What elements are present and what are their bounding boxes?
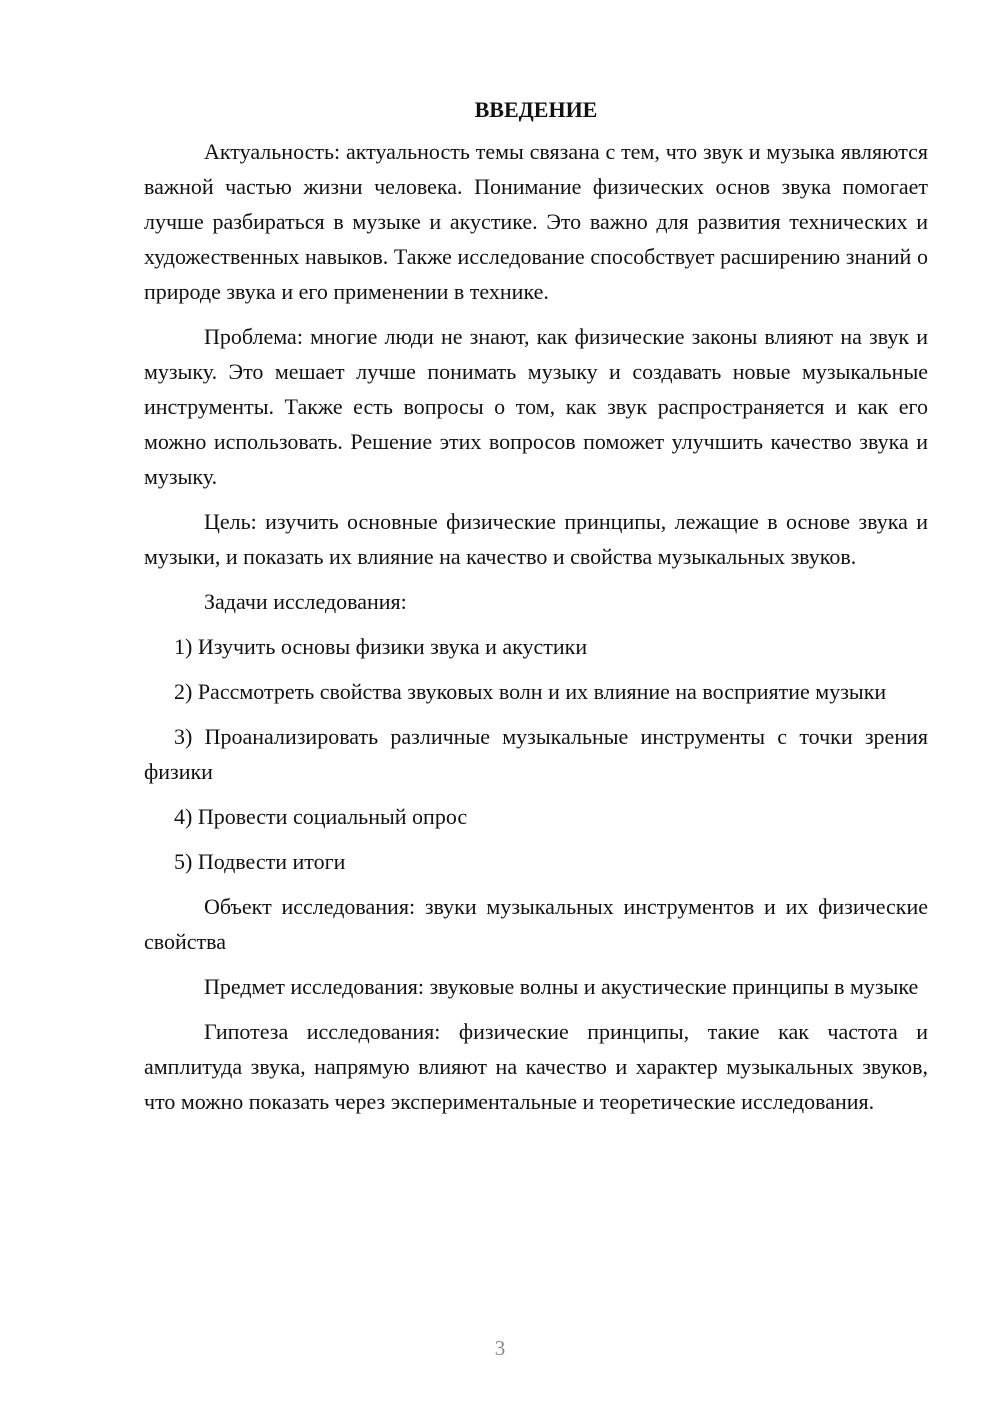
problem-paragraph: Проблема: многие люди не знают, как физические законы влияют на звук и музыку. Это мешает лучше понимать музыку и создавать новые музыкальные инструменты. Также есть вопросы о том, как звук распространяется и как его можно использовать. Решение этих вопросов поможет улучшить качество звука и музыку. bbox=[144, 324, 928, 489]
task-item-1: 1) Изучить основы физики звука и акустики bbox=[174, 634, 588, 659]
relevance-paragraph: Актуальность: актуальность темы связана с тем, что звук и музыка являются важной частью жизни человека. Понимание физических основ звука помогает лучше разбираться в музыке и акустике. Это важно для развития технических и художественных навыков. Также исследование способствует расширению знаний о природе звука и его применении в технике. bbox=[144, 139, 928, 304]
task-item-4: 4) Провести социальный опрос bbox=[174, 804, 468, 829]
task-item-2: 2) Рассмотреть свойства звуковых волн и их влияние на восприятие музыки bbox=[174, 679, 887, 704]
hypothesis-paragraph: Гипотеза исследования: физические принципы, такие как частота и амплитуда звука, напрямую влияют на качество и характер музыкальных звуков, что можно показать через экспериментальные и теоретические исследования. bbox=[144, 1019, 928, 1114]
subject-paragraph: Предмет исследования: звуковые волны и акустические принципы в музыке bbox=[204, 974, 919, 999]
object-paragraph: Объект исследования: звуки музыкальных инструментов и их физические свойства bbox=[144, 894, 928, 954]
page-number: 3 bbox=[494, 1336, 506, 1360]
task-item-3: 3) Проанализировать различные музыкальные инструменты с точки зрения физики bbox=[144, 724, 928, 784]
document-page bbox=[144, 94, 928, 1129]
task-item-5: 5) Подвести итоги bbox=[174, 849, 346, 874]
goal-paragraph: Цель: изучить основные физические принципы, лежащие в основе звука и музыки, и показать их влияние на качество и свойства музыкальных звуков. bbox=[144, 509, 928, 569]
tasks-heading: Задачи исследования: bbox=[204, 589, 407, 614]
page-title: ВВЕДЕНИЕ bbox=[474, 97, 598, 122]
